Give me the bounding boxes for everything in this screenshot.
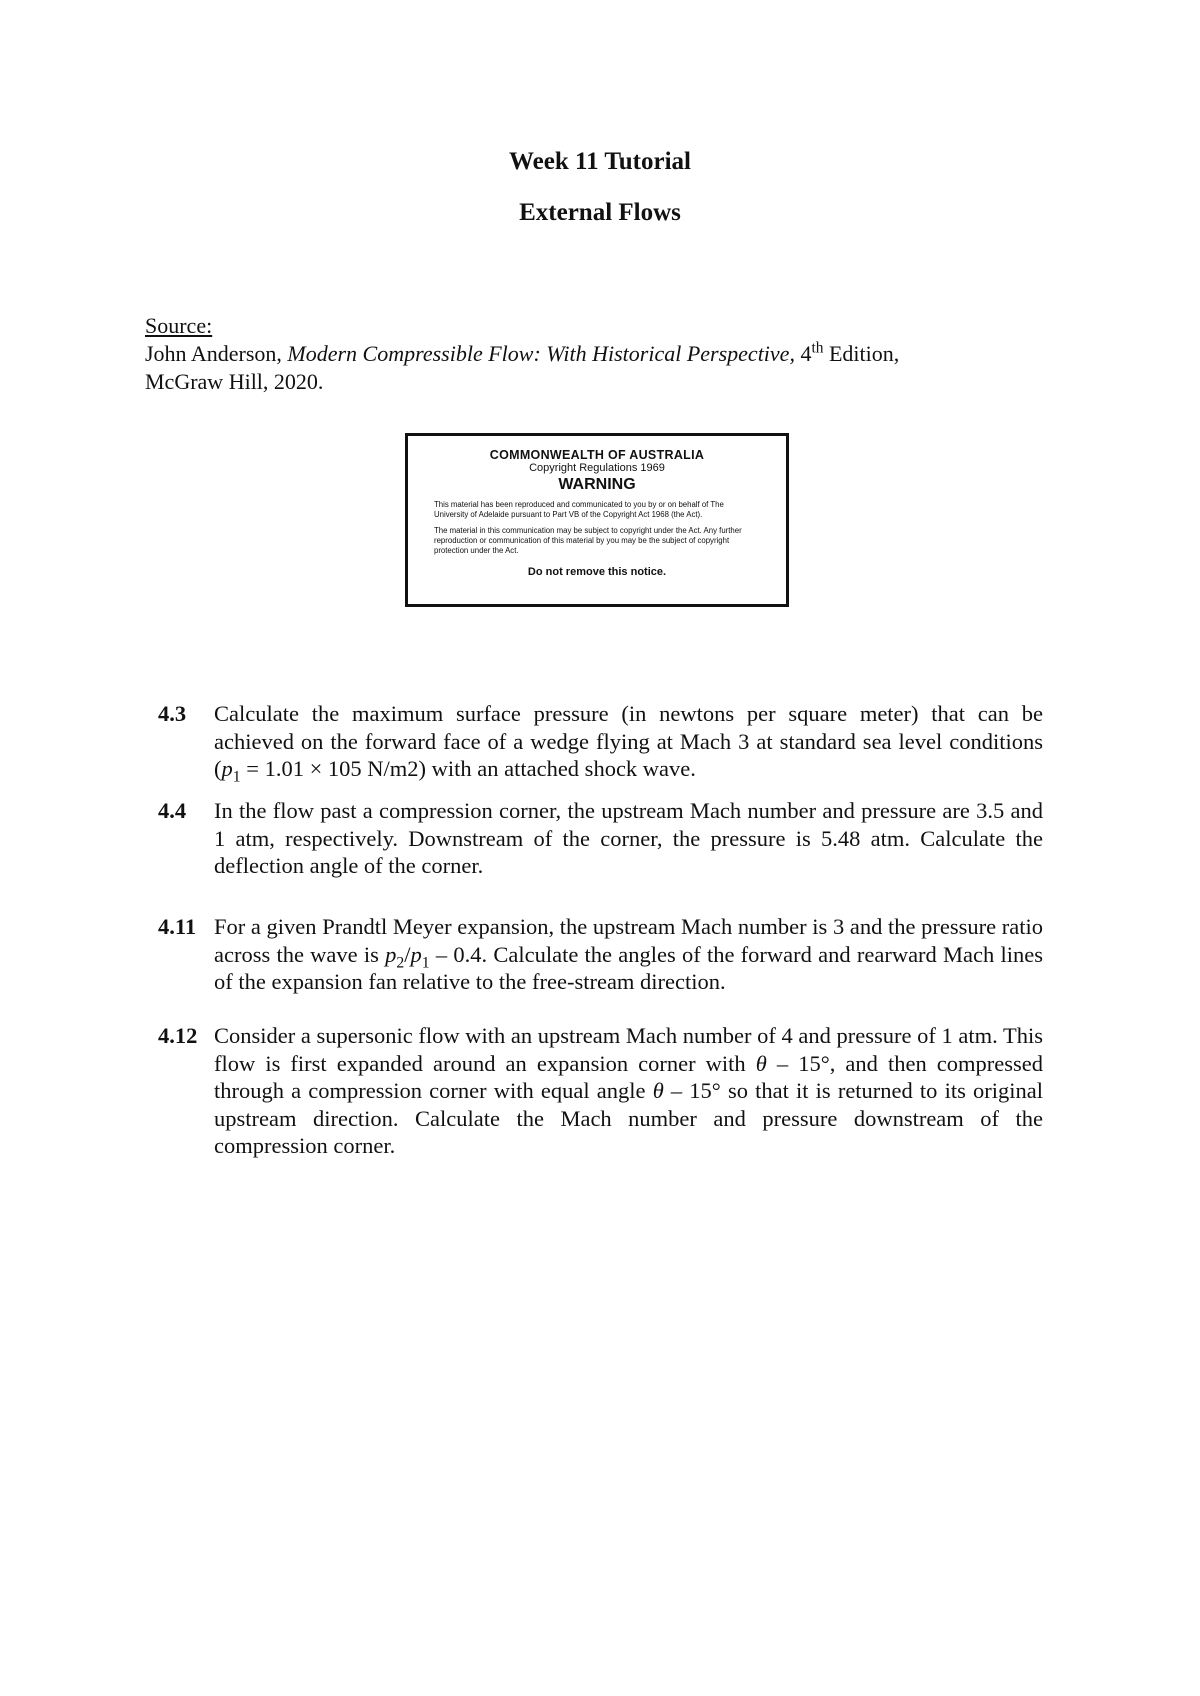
problem-text: Calculate the maximum surface pressure (in newtons per square meter) that can be achieved on the forward face of a wedge flying at Mach 3 at standard sea level conditions ($p_1 = 1.01 \times 105$ N/m2) with an attached shock wave. bbox=[214, 701, 1043, 786]
edition-text: Edition, bbox=[823, 341, 900, 366]
source-publisher: McGraw Hill, 2020. bbox=[145, 369, 324, 394]
notice-paragraph-1: This material has been reproduced and communicated to you by or on behalf of The University of Adelaide pursuant to Part VB of the Copyright Act 1968 (the Act). bbox=[434, 500, 724, 519]
source-block bbox=[145, 312, 1045, 396]
problem-text: In the flow past a compression corner, the upstream Mach number and pressure are 3.5 and 1 atm, respectively. Downstream of the corner, the pressure is 5.48 atm. Calculate the deflection angle of the corner. bbox=[214, 798, 1043, 878]
problem-text: Consider a supersonic flow with an upstream Mach number of 4 and pressure of 1 atm. This flow is first expanded around an expansion corner with θ – 15°, and then compressed through a compression corner with equal angle θ – 15° so that it is returned to its original upstream direction. Calculate the Mach number and pressure downstream of the compression corner. bbox=[214, 1023, 1043, 1158]
problem-4-11 bbox=[158, 913, 1043, 996]
notice-footer: Do not remove this notice. bbox=[527, 566, 667, 578]
copyright-notice bbox=[405, 433, 789, 607]
edition-number: 4 bbox=[794, 341, 812, 366]
source-label: Source: bbox=[145, 313, 213, 338]
problem-4-3 bbox=[158, 700, 1043, 786]
problem-number: 4.12 bbox=[158, 1023, 198, 1048]
book-title: Modern Compressible Flow: With Historical Perspective, bbox=[287, 341, 795, 366]
notice-heading: COMMONWEALTH OF AUSTRALIA bbox=[489, 448, 705, 462]
problem-number: 4.11 bbox=[158, 914, 197, 939]
page-subtitle: External Flows bbox=[519, 199, 681, 226]
problem-4-12 bbox=[158, 1022, 1043, 1160]
notice-paragraph-2: The material in this communication may be subject to copyright under the Act. Any further reproduction or communication of this material by you may be the subject of copyright protection under the Act. bbox=[434, 526, 742, 555]
problem-text: For a given Prandtl Meyer expansion, the upstream Mach number is 3 and the pressure ratio across the wave is $p_2/p_1 - 0.4$. Calculate the angles of the forward and rearward Mach lines of the expansion fan relative to the free-stream direction. bbox=[214, 914, 1043, 994]
notice-regulations: Copyright Regulations 1969 bbox=[529, 462, 665, 474]
problem-4-4 bbox=[158, 797, 1043, 880]
problem-number: 4.3 bbox=[158, 701, 187, 726]
source-author: John Anderson, bbox=[145, 341, 288, 366]
source-citation bbox=[145, 340, 1045, 368]
page-title: Week 11 Tutorial bbox=[509, 148, 691, 175]
problem-number: 4.4 bbox=[158, 798, 187, 823]
edition-superscript: th bbox=[811, 339, 824, 357]
notice-warning: WARNING bbox=[558, 476, 636, 493]
